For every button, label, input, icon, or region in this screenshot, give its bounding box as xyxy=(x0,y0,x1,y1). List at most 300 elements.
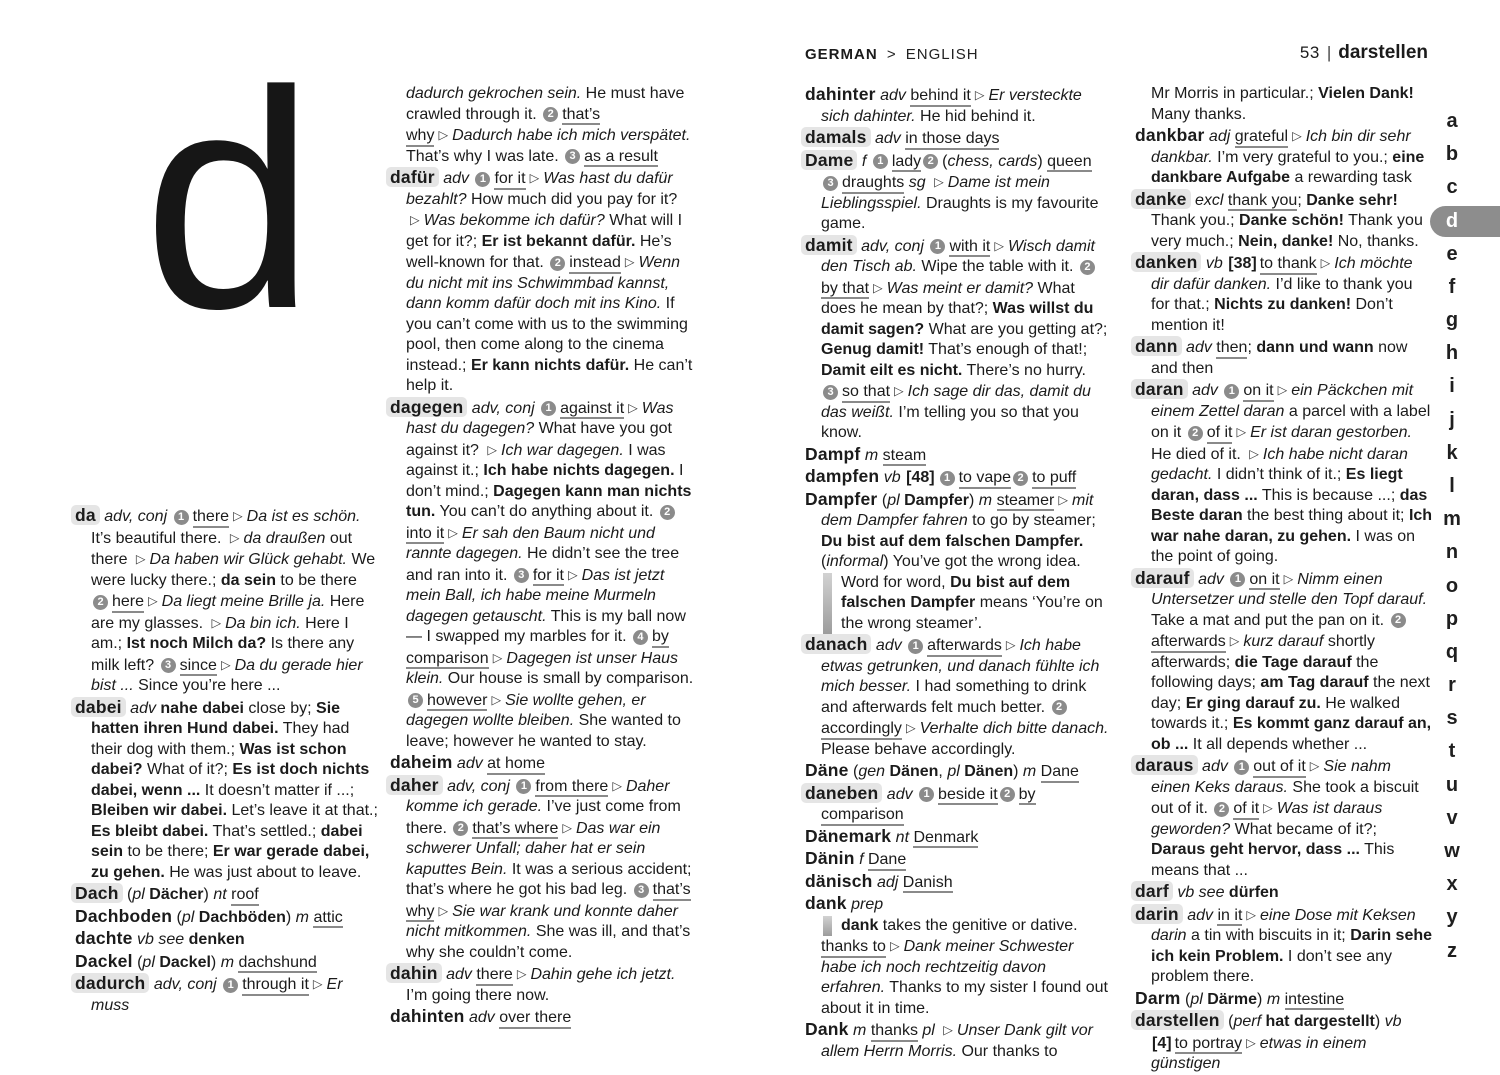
example-german: Was bekomme ich dafür? xyxy=(423,212,605,229)
bold-phrase: nahe dabei xyxy=(160,699,244,717)
example-marker-icon: ▷ xyxy=(567,567,578,582)
sense-number-icon: 1 xyxy=(223,978,238,993)
text: That’s enough of that!; xyxy=(924,341,1088,358)
entry-daheim xyxy=(390,752,698,775)
translation: out of it xyxy=(1253,758,1305,778)
entry-damit xyxy=(805,235,1111,444)
text: She was ill, and that’s why she couldn’t come. xyxy=(406,923,691,961)
text: I don’t see any problem there. xyxy=(1151,947,1392,985)
bold-phrase: Danke schön! xyxy=(1239,212,1344,229)
translation: thanks to xyxy=(821,938,886,958)
translation: on it xyxy=(1243,382,1273,402)
translation: roof xyxy=(231,886,259,906)
bold-phrase: am Tag darauf xyxy=(1260,674,1369,691)
translation: of it xyxy=(1207,424,1233,444)
text: ) xyxy=(1257,990,1267,1008)
headword: daheim xyxy=(390,752,453,772)
example-german: eine Dose mit Keksen darin xyxy=(1151,906,1416,944)
example-marker-icon: ▷ xyxy=(135,552,146,566)
text: Our house is small by comparison. xyxy=(443,670,694,687)
example-german: Dank meiner Schwester habe ich noch rechtzeitig davon erfahren. xyxy=(821,938,1074,996)
italic-label: pl xyxy=(181,908,195,926)
text: He must have crawled through it. xyxy=(406,85,685,123)
text: He can’t help it. xyxy=(406,356,693,394)
alphabet-thumb-index xyxy=(1430,105,1500,968)
text: I’ve just come from there. xyxy=(406,798,681,837)
bold-phrase: Ich war nahe daran, zu gehen. xyxy=(1151,507,1433,545)
translation: against it xyxy=(560,400,624,420)
text: ( xyxy=(877,491,888,509)
translation: there xyxy=(193,508,229,528)
bold-phrase: Dackel xyxy=(154,953,211,971)
part-of-speech: excl xyxy=(1190,191,1228,209)
example-german: Dame ist mein Lieblingsspiel. xyxy=(821,174,1050,212)
translation: however xyxy=(427,692,487,712)
part-of-speech: m xyxy=(848,1022,871,1039)
example-german: Da bin ich. xyxy=(225,614,301,632)
bold-phrase: Es bleibt dabei. xyxy=(91,822,209,840)
headword: dänisch xyxy=(805,870,873,891)
text: I’d like to thank you for that.; xyxy=(1151,275,1413,313)
alpha-tab-h[interactable]: h xyxy=(1445,342,1459,365)
bold-phrase: Därme xyxy=(1202,990,1258,1008)
example-marker-icon: ▷ xyxy=(1277,383,1288,397)
example-german: Unser Dank gilt vor allem Herrn Morris. xyxy=(821,1022,1093,1060)
bold-phrase: Danke sehr! xyxy=(1306,191,1398,209)
text: What have you got against it? xyxy=(406,420,672,459)
translation: over there xyxy=(499,1009,571,1029)
entry-dadurch-cont xyxy=(390,84,698,167)
bold-phrase: denken xyxy=(188,931,245,948)
example-marker-icon: ▷ xyxy=(438,128,449,142)
text: He hid behind it. xyxy=(915,107,1036,125)
headword: daraus xyxy=(1131,755,1198,775)
entry-Dach xyxy=(75,883,378,906)
alpha-tab-y[interactable]: y xyxy=(1446,906,1458,929)
bold-phrase: Er ging darauf zu. xyxy=(1185,694,1321,712)
example-german: Daher komme ich gerade. xyxy=(406,777,670,815)
text: He died of it. xyxy=(1151,445,1246,463)
entry-Dachboden xyxy=(75,906,378,929)
translation: Denmark xyxy=(913,829,978,849)
bold-phrase: Vielen Dank! xyxy=(1318,85,1414,102)
alpha-tab-a[interactable]: a xyxy=(1446,110,1458,133)
entry-Dackel xyxy=(75,951,378,974)
alpha-tab-o[interactable]: o xyxy=(1445,574,1459,597)
headword: dabei xyxy=(71,697,126,717)
translation: as a result xyxy=(584,148,658,168)
entry-darin xyxy=(1135,904,1433,988)
bold-phrase: Ich habe nichts dagegen. xyxy=(483,462,675,479)
bold-phrase: Darin sehe ich kein Problem. xyxy=(1151,927,1433,965)
text: the next day; xyxy=(1151,674,1430,712)
part-of-speech: adv, conj xyxy=(99,508,172,525)
example-marker-icon: ▷ xyxy=(312,977,323,991)
example-marker-icon: ▷ xyxy=(1283,571,1294,586)
sense-number-icon: 1 xyxy=(541,401,556,416)
bold-phrase: Dänen xyxy=(885,763,939,780)
part-of-speech: adv xyxy=(125,699,161,717)
text: This is because ...; xyxy=(1257,486,1400,504)
example-german: Was meint er damit? xyxy=(886,279,1034,297)
example-german: Ich sage dir das, damit du das weißt. xyxy=(821,383,1091,421)
alpha-tab-t[interactable]: t xyxy=(1448,740,1456,763)
part-of-speech: nt xyxy=(891,828,914,846)
sense-number-icon: 4 xyxy=(633,630,648,645)
translation: that’s why xyxy=(406,106,600,147)
translation: accordingly xyxy=(821,720,902,740)
translation: for it xyxy=(494,170,525,190)
text: a tin with biscuits in it; xyxy=(1186,927,1351,944)
text: It all depends whether ... xyxy=(1188,735,1368,753)
text: Thanks to my sister I found out about it in time. xyxy=(821,979,1108,1017)
alpha-tab-p[interactable]: p xyxy=(1445,607,1459,630)
italic-label: gen xyxy=(858,763,886,780)
entry-dafür xyxy=(390,167,698,397)
headword: daneben xyxy=(801,783,882,803)
text: This is my ball now — I swapped my marbles for it. xyxy=(406,607,686,645)
headword: Dampf xyxy=(805,443,861,464)
headword: darstellen xyxy=(1131,1010,1224,1030)
example-german: Da haben wir Glück gehabt. xyxy=(149,551,347,568)
alpha-tab-z[interactable]: z xyxy=(1447,939,1457,962)
translation: by comparison xyxy=(821,786,1036,826)
sense-number-icon: 2 xyxy=(1391,613,1406,628)
text: ) xyxy=(210,953,221,971)
part-of-speech: adv xyxy=(438,170,474,187)
italic-label: perf xyxy=(1233,1013,1262,1030)
translation: intestine xyxy=(1285,991,1345,1011)
text: now and then xyxy=(1151,339,1408,377)
bold-phrase: Dachböden xyxy=(194,908,286,926)
example-marker-icon: ▷ xyxy=(1058,492,1068,507)
part-of-speech: vb xyxy=(1384,1013,1402,1030)
guide-word: darstellen xyxy=(1338,42,1428,63)
entry-daraus xyxy=(1135,755,1433,881)
text: ; xyxy=(1247,339,1257,356)
sense-number-icon: 3 xyxy=(823,176,838,191)
text: to go by steamer; xyxy=(967,512,1096,529)
text: ) xyxy=(1374,1013,1385,1030)
usage-note xyxy=(823,573,1111,635)
example-marker-icon: ▷ xyxy=(889,939,900,953)
alpha-tab-b[interactable]: b xyxy=(1445,143,1459,166)
example-german: Er muss xyxy=(91,976,343,1014)
entry-daneben xyxy=(805,783,1111,826)
text: to be there; xyxy=(123,843,213,860)
text: I don’t mind.; xyxy=(406,462,684,500)
example-marker-icon: ▷ xyxy=(934,175,944,189)
alpha-tab-e[interactable]: e xyxy=(1446,242,1458,265)
text: Since you’re here ... xyxy=(133,677,281,694)
usage-note xyxy=(823,916,1111,937)
translation: by that xyxy=(821,280,869,300)
example-marker-icon: ▷ xyxy=(492,650,503,665)
text: Here are my glasses. xyxy=(91,593,365,632)
example-german: Sie wollte gehen, er dagegen wollte bleiben. xyxy=(406,691,646,729)
text: What will I get for it?; xyxy=(406,212,683,250)
text: ; xyxy=(1297,191,1307,209)
entry-Darm xyxy=(1135,988,1433,1011)
text: I’m going there now. xyxy=(406,986,550,1004)
dictionary-column-4 xyxy=(1135,84,1433,1075)
bold-phrase: hat dargestellt xyxy=(1261,1013,1375,1030)
sense-number-icon: 1 xyxy=(940,471,955,486)
entry-darf xyxy=(1135,881,1433,904)
bold-phrase: Dampfer xyxy=(899,491,969,509)
part-of-speech: f xyxy=(857,152,871,170)
sense-number-icon: 1 xyxy=(908,639,923,654)
text: ) xyxy=(1037,152,1048,170)
part-of-speech: m xyxy=(1266,990,1285,1008)
bold-phrase: Was ist schon dabei? xyxy=(91,740,347,778)
example-marker-icon: ▷ xyxy=(491,692,502,707)
dictionary-column-2 xyxy=(390,84,698,1029)
example-marker-icon: ▷ xyxy=(1005,638,1016,652)
alpha-tab-r[interactable]: r xyxy=(1448,674,1456,697)
example-marker-icon: ▷ xyxy=(894,384,904,398)
example-german: Sie war krank und konnte daher nicht mitkommen. xyxy=(406,902,678,940)
bold-phrase: Es liegt daran, dass ... xyxy=(1151,466,1403,504)
text: You can’t do anything about it. xyxy=(435,503,658,520)
sense-number-icon: 1 xyxy=(919,787,934,802)
text: He’s well-known for that. xyxy=(406,232,672,271)
section-letter-block xyxy=(75,26,378,505)
headword: dahinten xyxy=(390,1006,465,1026)
headword: daher xyxy=(386,775,443,795)
alpha-tab-g[interactable]: g xyxy=(1445,309,1459,332)
alpha-tab-u[interactable]: u xyxy=(1445,773,1459,796)
bold-phrase: Nichts zu danken! xyxy=(1214,296,1352,313)
section-separator: > xyxy=(886,46,897,63)
entry-continuation xyxy=(821,936,1111,1019)
alpha-tab-s[interactable]: s xyxy=(1446,707,1458,730)
headword: darauf xyxy=(1131,568,1194,588)
example-marker-icon: ▷ xyxy=(487,442,498,457)
sense-number-icon: 2 xyxy=(1080,260,1095,275)
entry-Dame xyxy=(805,150,1111,235)
text: Many thanks. xyxy=(1151,105,1247,123)
sense-number-icon: 2 xyxy=(1188,426,1203,441)
example-german: Das war ein schwerer Unfall; daher hat er sein kaputtes Bein. xyxy=(406,819,661,878)
sense-number-icon: 2 xyxy=(1000,787,1015,802)
translation: that’s why xyxy=(406,881,691,922)
dictionary-column-1 xyxy=(75,26,378,1016)
text: Our thanks to xyxy=(957,1042,1058,1060)
sense-number-icon: 1 xyxy=(516,779,531,794)
entry-danke xyxy=(1135,189,1433,253)
text: Word for word, xyxy=(841,573,951,591)
alpha-tab-q[interactable]: q xyxy=(1445,640,1459,663)
headword: Dampfer xyxy=(805,488,878,509)
part-of-speech: adv xyxy=(464,1009,500,1026)
note-bar-icon xyxy=(823,573,832,635)
headword: dahin xyxy=(386,963,442,983)
text: No, thanks. xyxy=(1333,232,1419,250)
part-of-speech: adv, conj xyxy=(442,777,515,795)
text: a rewarding task xyxy=(1290,169,1412,186)
translation: queen xyxy=(1047,153,1092,173)
example-german: Ich habe nicht daran gedacht. xyxy=(1151,445,1408,483)
translation: Dane xyxy=(1041,763,1079,783)
example-german: Was hast du dagegen? xyxy=(406,399,674,437)
translation: beside it xyxy=(938,786,998,806)
bold-phrase: da sein xyxy=(220,571,276,589)
italic-label: pl xyxy=(132,886,145,903)
headword: Däne xyxy=(805,760,849,780)
alpha-tab-f[interactable]: f xyxy=(1448,275,1456,298)
headword: darf xyxy=(1131,881,1173,901)
text: ( xyxy=(1180,990,1191,1008)
text: Please behave accordingly. xyxy=(821,740,1016,758)
alpha-tab-n[interactable]: n xyxy=(1445,541,1459,564)
alpha-tab-m[interactable]: m xyxy=(1443,508,1461,531)
text: I’m very grateful to you.; xyxy=(1212,148,1393,166)
example-marker-icon: ▷ xyxy=(974,88,985,102)
headword: dadurch xyxy=(71,973,149,993)
example-german: Das ist jetzt mein Ball, ich habe meine Murmeln dagegen getauscht. xyxy=(406,566,665,625)
bold-phrase: Es kommt ganz darauf an, ob ... xyxy=(1151,715,1432,753)
part-of-speech: adv xyxy=(1181,339,1217,356)
headword: dankbar xyxy=(1135,125,1205,145)
translation: since xyxy=(180,657,217,677)
part-of-speech: adv, conj xyxy=(149,976,222,993)
entry-Dank xyxy=(805,1019,1111,1062)
part-of-speech: vb xyxy=(1172,884,1199,901)
text: the following days; xyxy=(1151,653,1379,691)
italic-label: informal xyxy=(826,553,884,570)
text: to be there xyxy=(275,571,357,589)
example-marker-icon: ▷ xyxy=(943,1023,953,1037)
sense-number-icon: 2 xyxy=(1013,471,1028,486)
entry-Dänin xyxy=(805,848,1111,871)
translation: to puff xyxy=(1032,469,1076,489)
bold-phrase: Daraus geht hervor, dass ... xyxy=(1151,841,1360,858)
entry-danach xyxy=(805,634,1111,760)
text: takes the genitive or dative. xyxy=(878,916,1078,934)
example-german: Sie nahm einen Keks daraus. xyxy=(1151,758,1391,796)
entry-dagegen xyxy=(390,397,698,753)
example-marker-icon: ▷ xyxy=(905,721,916,735)
headword: dafür xyxy=(386,167,439,187)
text: ( xyxy=(172,908,182,926)
alpha-tab-x[interactable]: x xyxy=(1446,873,1458,896)
translation: Danish xyxy=(903,874,953,894)
part-of-speech: m xyxy=(1022,763,1041,780)
part-of-speech: adv xyxy=(871,637,907,654)
alpha-tab-w[interactable]: w xyxy=(1444,840,1460,863)
bold-phrase: Du bist auf dem falschen Dampfer xyxy=(841,573,1071,611)
bold-phrase: Ist noch Milch da? xyxy=(126,635,267,652)
headword: dagegen xyxy=(386,397,467,417)
sense-number-icon: 3 xyxy=(634,883,649,898)
text: the best thing about it; xyxy=(1242,507,1409,524)
text: What are you getting at?; xyxy=(924,320,1108,338)
translation: lady xyxy=(892,153,921,173)
alpha-tab-k[interactable]: k xyxy=(1446,441,1458,464)
translation: grateful xyxy=(1235,128,1288,148)
example-marker-icon: ▷ xyxy=(1229,634,1240,648)
text: ) You’ve got the wrong idea. xyxy=(883,553,1081,570)
example-marker-icon: ▷ xyxy=(220,657,231,672)
text: ) xyxy=(285,908,296,926)
part-of-speech: adv xyxy=(875,87,911,104)
bold-phrase: die Tage darauf xyxy=(1234,653,1352,671)
alpha-tab-c[interactable]: c xyxy=(1446,176,1458,199)
section-language-target: ENGLISH xyxy=(905,46,979,63)
text: This means that ... xyxy=(1151,841,1395,879)
bold-phrase: dabei sein xyxy=(91,822,363,860)
italic-label: pl xyxy=(947,763,960,780)
text: ) xyxy=(1013,763,1023,780)
part-of-speech: adv xyxy=(882,785,918,803)
translation: attic xyxy=(313,909,342,929)
translation: afterwards xyxy=(927,637,1002,657)
alpha-tab-l[interactable]: l xyxy=(1449,474,1455,497)
translation: into it xyxy=(406,525,444,545)
verb-table-number: [38] xyxy=(1228,255,1257,272)
alpha-tab-v[interactable]: v xyxy=(1446,806,1458,829)
part-of-speech: sg xyxy=(904,174,931,191)
entry-dänisch xyxy=(805,871,1111,894)
example-marker-icon: ▷ xyxy=(1263,801,1273,815)
translation: to thank xyxy=(1260,255,1317,275)
part-of-speech: m xyxy=(860,446,883,464)
entry-Dank-cont xyxy=(1135,84,1433,125)
sense-number-icon: 2 xyxy=(550,256,565,271)
text: Thank you very much.; xyxy=(1151,212,1423,250)
entry-Däne xyxy=(805,760,1111,783)
part-of-speech: pl xyxy=(917,1022,940,1039)
example-german: ein Päckchen mit einem Zettel daran xyxy=(1151,382,1414,420)
bold-phrase: dann und wann xyxy=(1256,339,1374,356)
translation: draughts xyxy=(842,174,904,194)
example-german: Was hast du dafür bezahlt? xyxy=(406,170,673,208)
translation: behind it xyxy=(910,87,971,107)
text: She wanted to leave; however he wanted to stay. xyxy=(406,712,681,750)
italic-label: see xyxy=(158,931,189,948)
part-of-speech: m xyxy=(220,953,239,971)
entry-danken xyxy=(1135,252,1433,336)
text: Is there any milk left? xyxy=(91,635,355,674)
bold-phrase: Dächer xyxy=(144,886,204,903)
entry-Dampf xyxy=(805,444,1111,467)
entry-darauf xyxy=(1135,568,1433,756)
alpha-tab-d[interactable]: d xyxy=(1430,206,1500,237)
bold-phrase: Dagegen kann man nichts tun. xyxy=(406,482,692,520)
italic-label: see xyxy=(1198,884,1229,901)
text: That’s why I was late. xyxy=(406,147,564,165)
part-of-speech: prep xyxy=(846,896,884,913)
entry-Dampfer xyxy=(805,489,1111,635)
note-bar-icon xyxy=(823,916,832,937)
bold-phrase: Genug damit! xyxy=(821,341,925,358)
entry-daran xyxy=(1135,379,1433,568)
part-of-speech: adv, conj xyxy=(467,399,540,417)
alpha-tab-i[interactable]: i xyxy=(1449,375,1455,398)
alpha-tab-j[interactable]: j xyxy=(1449,408,1455,431)
part-of-speech: adv xyxy=(1182,906,1218,924)
text: , xyxy=(938,763,948,780)
translation: there xyxy=(476,966,512,986)
translation: thanks xyxy=(871,1022,918,1042)
example-marker-icon: ▷ xyxy=(628,400,638,415)
bold-phrase: das Beste daran xyxy=(1151,486,1428,524)
example-german: Ich war dagegen. xyxy=(501,441,624,459)
headword: danach xyxy=(801,634,871,654)
example-marker-icon: ▷ xyxy=(516,967,527,981)
translation: then xyxy=(1216,339,1247,359)
